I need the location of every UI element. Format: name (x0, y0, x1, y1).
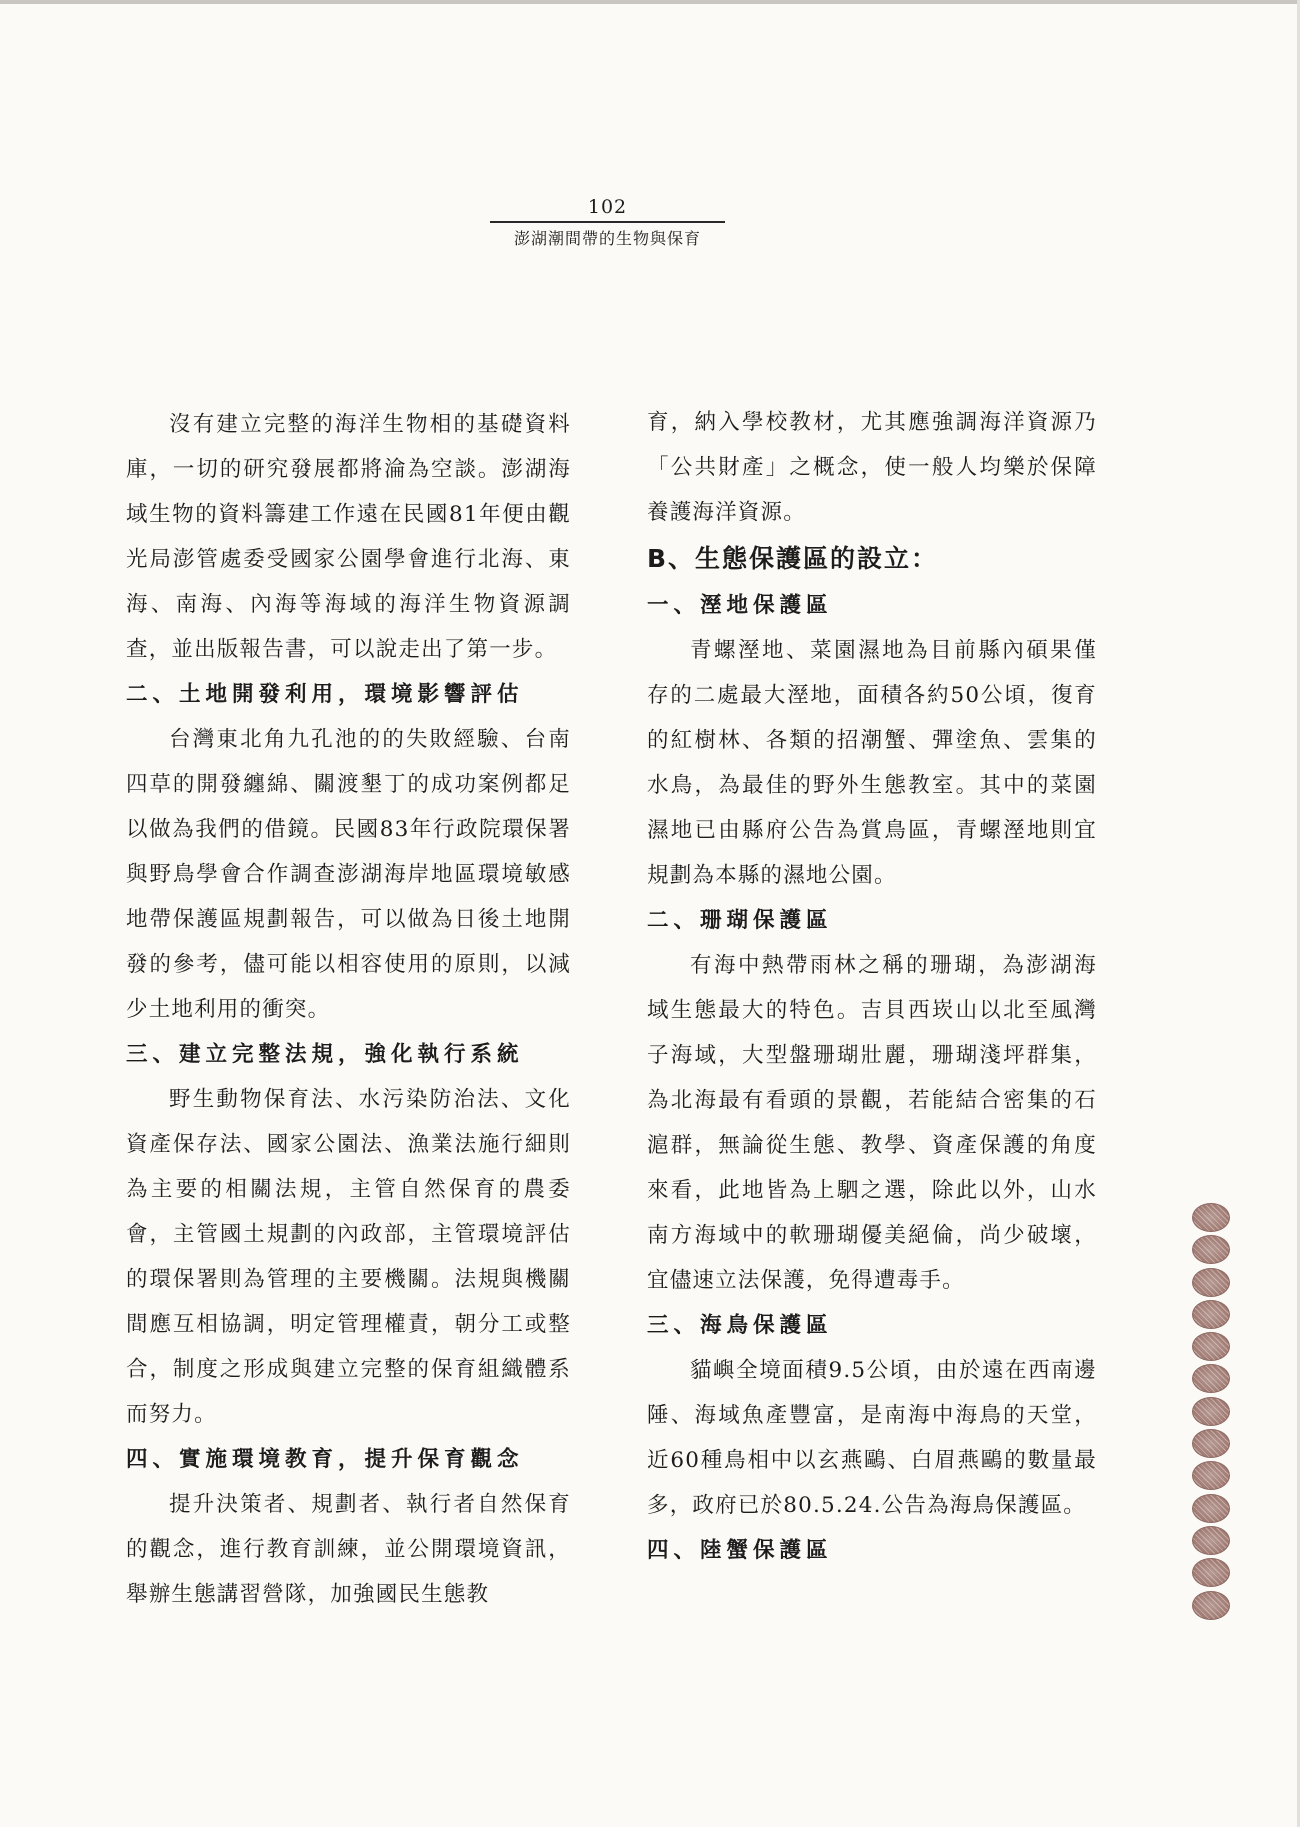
ornament-disc-icon (1192, 1332, 1230, 1361)
ornament-disc-icon (1192, 1526, 1230, 1555)
ornament-disc-icon (1192, 1235, 1230, 1264)
ornament-disc-icon (1192, 1300, 1230, 1329)
subsection-heading: 一、溼地保護區 (647, 593, 833, 618)
right-column (647, 400, 1097, 1573)
left-column (126, 402, 571, 1617)
subsection-heading: 二、珊瑚保護區 (647, 908, 833, 933)
ornament-disc-icon (1192, 1558, 1230, 1587)
paragraph: 提升決策者、規劃者、執行者自然保育的觀念，進行教育訓練，並公開環境資訊，舉辦生態講習營隊，加強國民生態教 (126, 1492, 571, 1607)
page-number: 102 (587, 196, 628, 218)
paragraph: 貓嶼全境面積9.5公頃，由於遠在西南邊陲、海域魚產豐富，是南海中海鳥的天堂，近60種鳥相中以玄燕鷗、白眉燕鷗的數量最多，政府已於80.5.24.公告為海鳥保護區。 (647, 1358, 1097, 1518)
subsection-heading: 二、土地開發利用，環境影響評估 (126, 682, 524, 707)
paragraph: 青螺溼地、菜園濕地為目前縣內碩果僅存的二處最大溼地，面積各約50公頃，復育的紅樹林、各類的招潮蟹、彈塗魚、雲集的水鳥，為最佳的野外生態教室。其中的菜園濕地已由縣府公告為賞鳥區，青螺溼地則宜規劃為本縣的濕地公園。 (647, 638, 1097, 888)
decorative-side-ornament (1192, 1203, 1232, 1623)
ornament-disc-icon (1192, 1591, 1230, 1620)
scan-top-edge (0, 0, 1300, 4)
paragraph: 有海中熱帶雨林之稱的珊瑚，為澎湖海域生態最大的特色。吉貝西崁山以北至風灣子海域，大型盤珊瑚壯麗，珊瑚淺坪群集，為北海最有看頭的景觀，若能結合密集的石滬群，無論從生態、教學、資產保護的角度來看，此地皆為上駟之選，除此以外，山水南方海域中的軟珊瑚優美絕倫，尚少破壞，宜儘速立法保護，免得遭毒手。 (647, 953, 1097, 1293)
section-heading: B、生態保護區的設立： (647, 544, 939, 573)
ornament-disc-icon (1192, 1203, 1230, 1232)
paragraph: 沒有建立完整的海洋生物相的基礎資料庫，一切的研究發展都將淪為空談。澎湖海域生物的資料籌建工作遠在民國81年便由觀光局澎管處委受國家公園學會進行北海、東海、南海、內海等海域的海洋生物資源調查，並出版報告書，可以說走出了第一步。 (126, 412, 571, 662)
ornament-disc-icon (1192, 1397, 1230, 1426)
paragraph: 野生動物保育法、水污染防治法、文化資產保存法、國家公園法、漁業法施行細則為主要的相關法規，主管自然保育的農委會，主管國土規劃的內政部，主管環境評估的環保署則為管理的主要機關。法規與機關間應互相協調，明定管理權責，朝分工或整合，制度之形成與建立完整的保育組織體系而努力。 (126, 1087, 571, 1427)
page-header (490, 196, 725, 249)
running-title: 澎湖潮間帶的生物與保育 (513, 229, 701, 248)
ornament-disc-icon (1192, 1494, 1230, 1523)
subsection-heading: 三、海鳥保護區 (647, 1313, 833, 1338)
ornament-disc-icon (1192, 1364, 1230, 1393)
header-rule (490, 221, 725, 223)
subsection-heading: 四、實施環境教育，提升保育觀念 (126, 1447, 524, 1472)
paragraph-continued: 育，納入學校教材，尤其應強調海洋資源乃「公共財產」之概念，使一般人均樂於保障養護海洋資源。 (647, 410, 1097, 525)
ornament-disc-icon (1192, 1268, 1230, 1297)
subsection-heading: 四、陸蟹保護區 (647, 1538, 833, 1563)
subsection-heading: 三、建立完整法規，強化執行系統 (126, 1042, 524, 1067)
paragraph: 台灣東北角九孔池的的失敗經驗、台南四草的開發纏綿、關渡墾丁的成功案例都足以做為我們的借鏡。民國83年行政院環保署與野鳥學會合作調查澎湖海岸地區環境敏感地帶保護區規劃報告，可以做為日後土地開發的參考，儘可能以相容使用的原則，以減少土地利用的衝突。 (126, 727, 571, 1022)
ornament-disc-icon (1192, 1461, 1230, 1490)
ornament-disc-icon (1192, 1429, 1230, 1458)
